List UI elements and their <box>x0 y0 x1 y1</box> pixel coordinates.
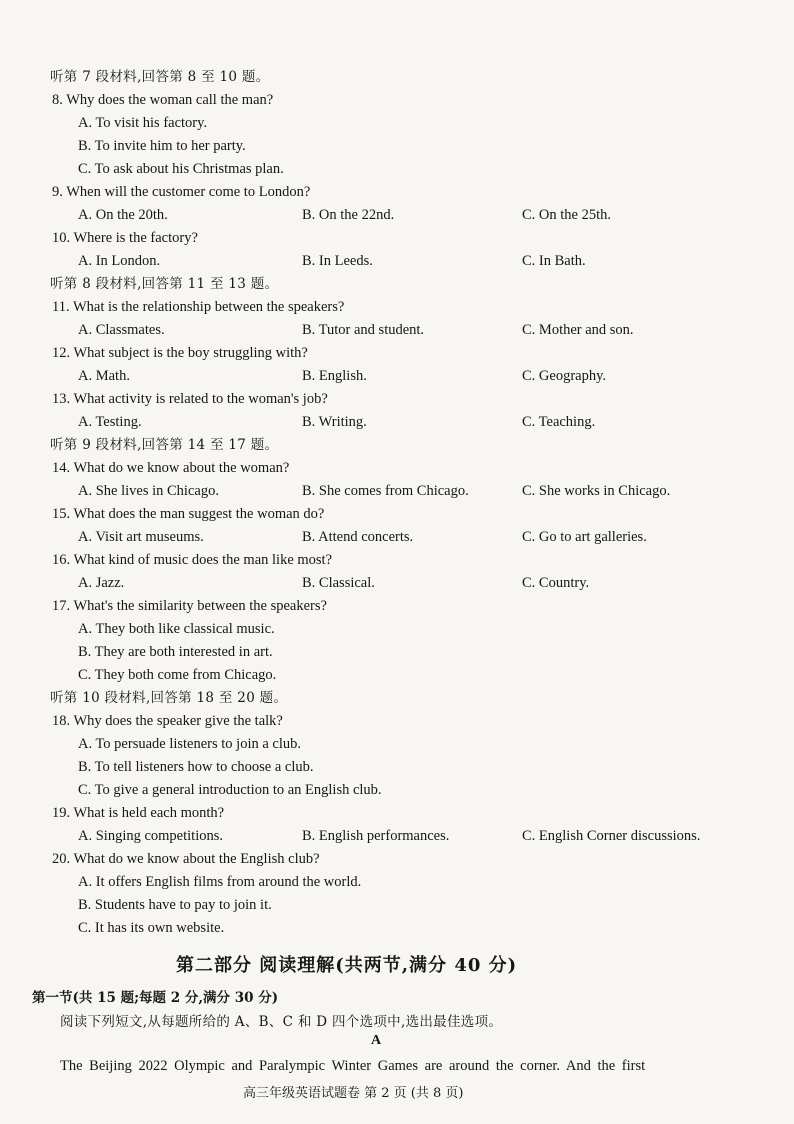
page-footer: 高三年级英语试题卷 第 2 页 (共 8 页) <box>243 1086 464 1101</box>
answer-option: B. They are both interested in art. <box>78 644 273 660</box>
answer-option: C. English Corner discussions. <box>522 828 701 844</box>
question-stem: 16. What kind of music does the man like most? <box>52 552 333 568</box>
answer-option: A. In London. <box>78 253 161 269</box>
answer-option: A. On the 20th. <box>78 207 168 223</box>
answer-option: B. English. <box>302 368 367 384</box>
section-one-title: 第一节(共 15 题;每题 2 分,满分 30 分) <box>32 990 279 1006</box>
answer-option: A. It offers English films from around the world. <box>78 874 362 890</box>
answer-option: C. On the 25th. <box>522 207 612 223</box>
answer-option: A. Jazz. <box>78 575 125 591</box>
answer-option: C. Go to art galleries. <box>522 529 647 545</box>
question-stem: 19. What is held each month? <box>52 805 225 821</box>
question-stem: 18. Why does the speaker give the talk? <box>52 713 283 729</box>
group-intro: 听第 8 段材料,回答第 11 至 13 题。 <box>50 276 279 292</box>
group-intro: 听第 9 段材料,回答第 14 至 17 题。 <box>50 437 279 453</box>
question-stem: 9. When will the customer come to London? <box>52 184 311 200</box>
group-intro: 听第 10 段材料,回答第 18 至 20 题。 <box>50 690 288 706</box>
question-stem: 13. What activity is related to the woman's job? <box>52 391 328 407</box>
question-stem: 8. Why does the woman call the man? <box>52 92 274 108</box>
answer-option: C. It has its own website. <box>78 920 225 936</box>
answer-option: C. Country. <box>522 575 590 591</box>
answer-option: B. She comes from Chicago. <box>302 483 469 499</box>
answer-option: B. To tell listeners how to choose a club. <box>78 759 314 775</box>
answer-option: C. Mother and son. <box>522 322 634 338</box>
question-stem: 14. What do we know about the woman? <box>52 460 290 476</box>
answer-option: A. Singing competitions. <box>78 828 223 844</box>
answer-option: A. Testing. <box>78 414 142 430</box>
answer-option: C. Geography. <box>522 368 607 384</box>
question-stem: 20. What do we know about the English club? <box>52 851 320 867</box>
answer-option: A. They both like classical music. <box>78 621 275 637</box>
answer-option: B. Students have to pay to join it. <box>78 897 272 913</box>
answer-option: B. English performances. <box>302 828 450 844</box>
answer-option: C. They both come from Chicago. <box>78 667 277 683</box>
question-stem: 10. Where is the factory? <box>52 230 198 246</box>
question-stem: 12. What subject is the boy struggling with? <box>52 345 308 361</box>
answer-option: A. Visit art museums. <box>78 529 204 545</box>
answer-option: B. Classical. <box>302 575 375 591</box>
question-stem: 11. What is the relationship between the speakers? <box>52 299 345 315</box>
answer-option: A. To visit his factory. <box>78 115 208 131</box>
answer-option: A. Classmates. <box>78 322 165 338</box>
passage-first-line: The Beijing 2022 Olympic and Paralympic Winter Games are around the corner. And the first <box>60 1058 646 1074</box>
answer-option: A. She lives in Chicago. <box>78 483 219 499</box>
answer-option: B. In Leeds. <box>302 253 373 269</box>
answer-option: B. To invite him to her party. <box>78 138 246 154</box>
answer-option: C. Teaching. <box>522 414 596 430</box>
answer-option: B. On the 22nd. <box>302 207 395 223</box>
answer-option: A. Math. <box>78 368 130 384</box>
passage-label: A <box>371 1033 382 1048</box>
answer-option: B. Attend concerts. <box>302 529 414 545</box>
reading-instructions: 阅读下列短文,从每题所给的 A、B、C 和 D 四个选项中,选出最佳选项。 <box>60 1014 503 1030</box>
group-intro: 听第 7 段材料,回答第 8 至 10 题。 <box>50 69 270 85</box>
question-stem: 15. What does the man suggest the woman do? <box>52 506 325 522</box>
answer-option: C. She works in Chicago. <box>522 483 671 499</box>
answer-option: C. To give a general introduction to an English club. <box>78 782 382 798</box>
answer-option: B. Writing. <box>302 414 367 430</box>
question-stem: 17. What's the similarity between the speakers? <box>52 598 327 614</box>
answer-option: A. To persuade listeners to join a club. <box>78 736 302 752</box>
answer-option: C. To ask about his Christmas plan. <box>78 161 284 177</box>
answer-option: C. In Bath. <box>522 253 586 269</box>
answer-option: B. Tutor and student. <box>302 322 425 338</box>
part-two-heading: 第二部分 阅读理解(共两节,满分 40 分) <box>176 955 518 976</box>
